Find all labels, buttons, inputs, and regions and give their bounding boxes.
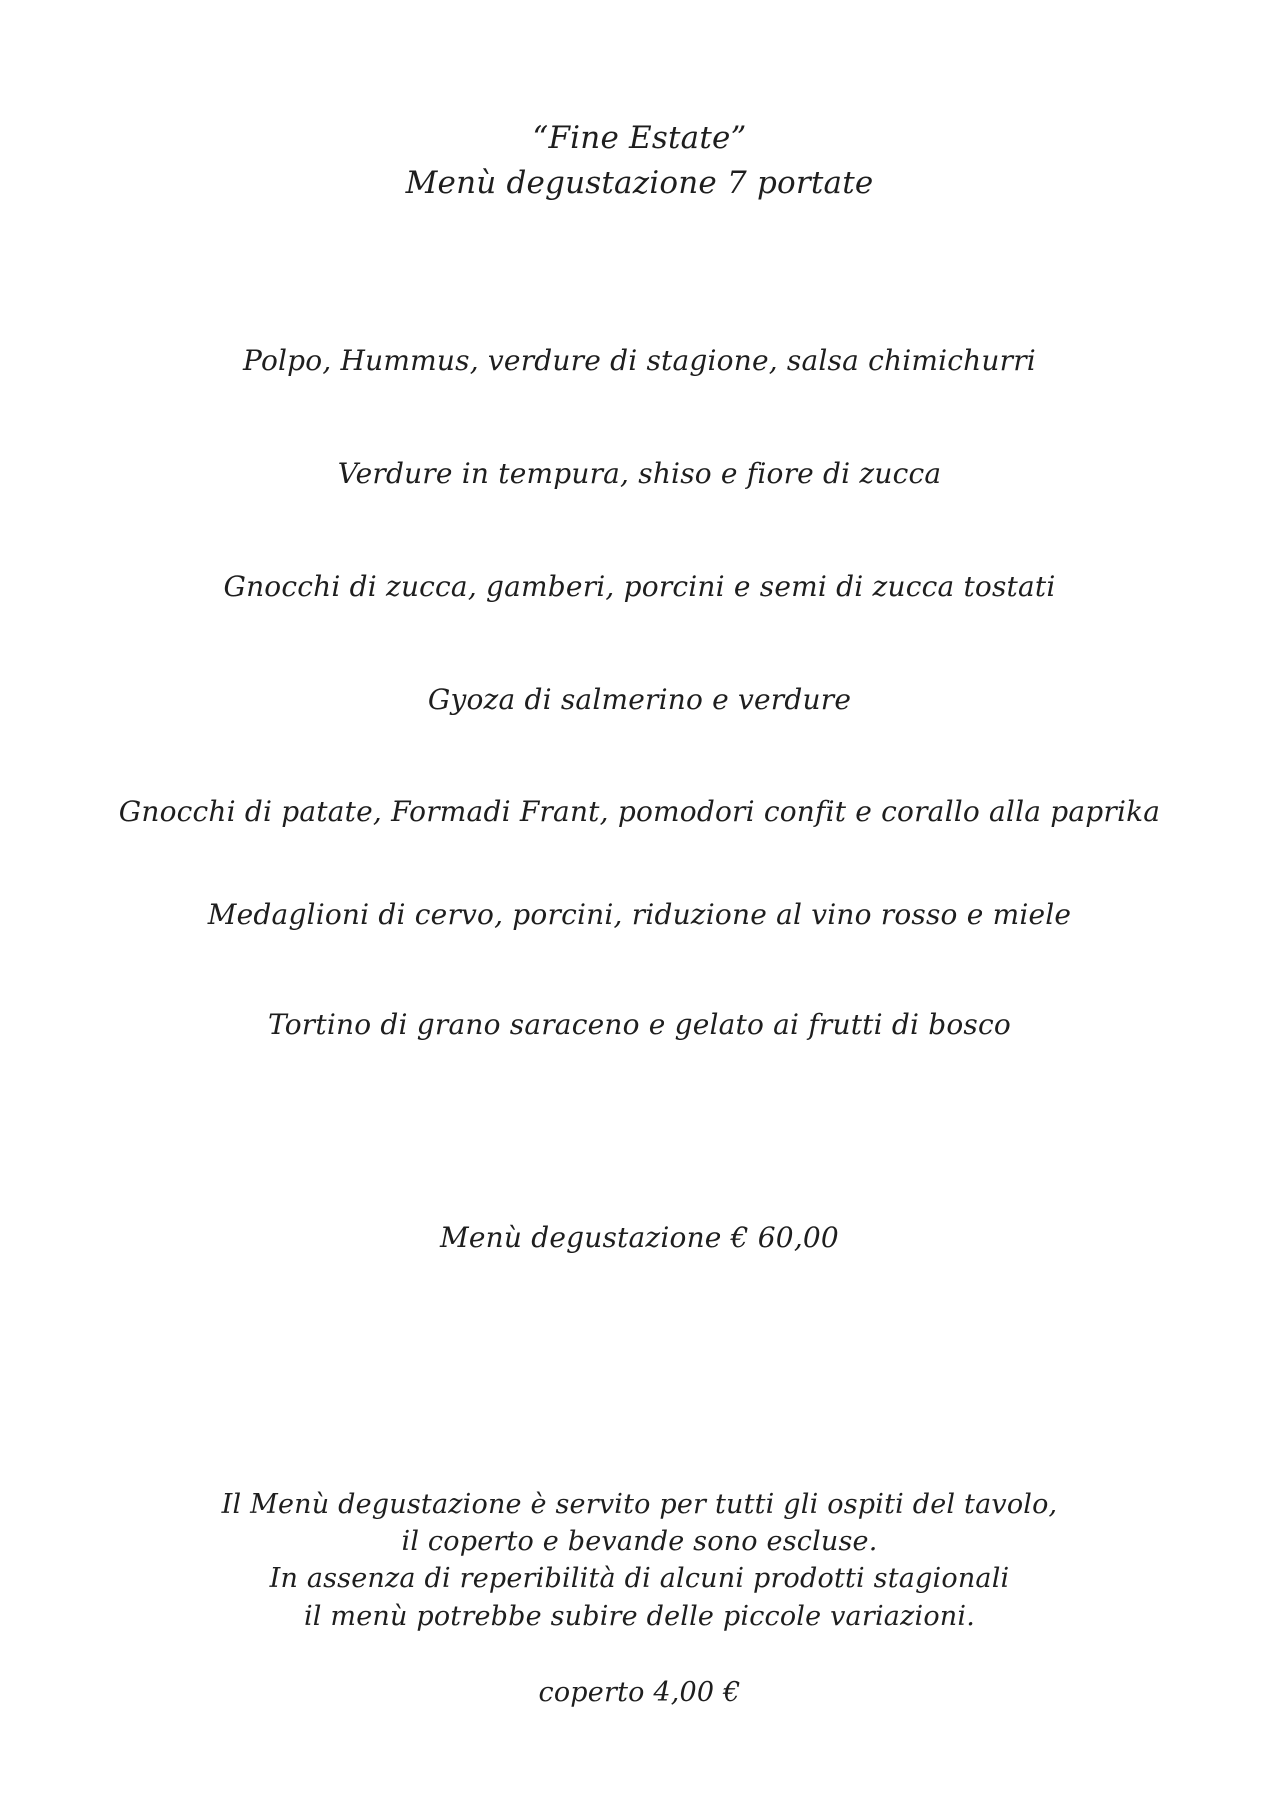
course-item: Polpo, Hummus, verdure di stagione, salsa chimichurri <box>243 344 1036 377</box>
course-item: Tortino di grano saraceno e gelato ai frutti di bosco <box>268 1008 1011 1041</box>
course-item: Medaglioni di cervo, porcini, riduzione al vino rosso e miele <box>207 898 1072 931</box>
menu-price: Menù degustazione € 60,00 <box>440 1221 839 1254</box>
course-item: Gyoza di salmerino e verdure <box>427 683 852 716</box>
menu-title: “Fine Estate” <box>532 120 747 156</box>
menu-subtitle: Menù degustazione 7 portate <box>405 165 874 201</box>
cover-charge: coperto 4,00 € <box>538 1677 741 1708</box>
course-item: Verdure in tempura, shiso e fiore di zucca <box>337 457 942 490</box>
course-item: Gnocchi di zucca, gamberi, porcini e semi di zucca tostati <box>223 570 1056 603</box>
menu-note-line: il menù potrebbe subire delle piccole variazioni. <box>303 1601 976 1632</box>
course-item: Gnocchi di patate, Formadi Frant, pomodori confit e corallo alla paprika <box>118 795 1161 828</box>
menu-note-line: il coperto e bevande sono escluse. <box>401 1526 878 1557</box>
menu-note-line: In assenza di reperibilità di alcuni prodotti stagionali <box>269 1563 1010 1594</box>
menu-note-line: Il Menù degustazione è servito per tutti gli ospiti del tavolo, <box>221 1489 1058 1520</box>
